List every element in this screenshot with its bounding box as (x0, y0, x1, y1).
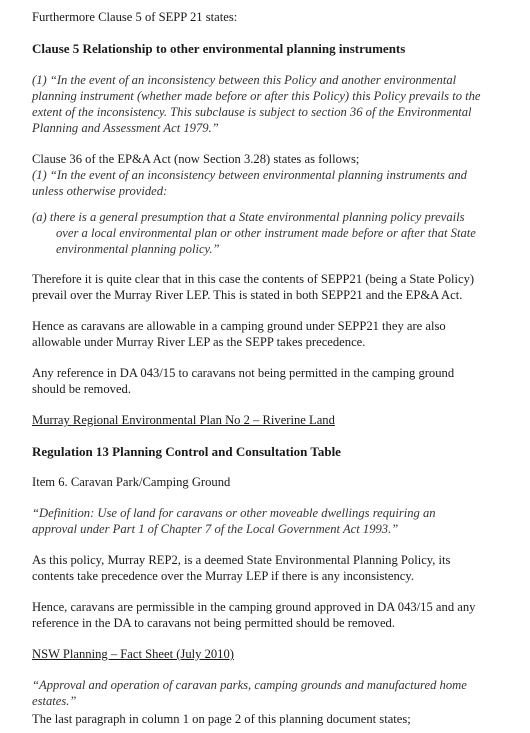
quote-line: planning instrument (whether made before or after this Policy) this Policy prevails to the (32, 89, 481, 103)
text-line: contents take precedence over the Murray LEP if there is any inconsistency. (32, 569, 414, 583)
quote-line: “Approval and operation of caravan parks, camping grounds and manufactured home (32, 678, 467, 692)
quote-line: extent of the inconsistency. This subclause is subject to section 36 of the Environmental (32, 105, 472, 119)
quote-line: (a) there is a general presumption that a State environmental planning policy prevails (32, 210, 465, 224)
quote-line: (1) “In the event of an inconsistency between this Policy and another environmental (32, 73, 457, 87)
item6-text: Item 6. Caravan Park/Camping Ground (32, 475, 231, 489)
text-line: allowable under Murray River LEP as the SEPP takes precedence. (32, 335, 366, 349)
quote-line: over a local environmental plan or other instrument made before or after that State (56, 226, 476, 240)
text-line: reference in the DA to caravans not being permitted should be removed. (32, 616, 395, 630)
text-line: Therefore it is quite clear that in this case the contents of SEPP21 (being a State Policy) (32, 272, 475, 286)
rep2-heading: Murray Regional Environmental Plan No 2 – Riverine Land (32, 413, 335, 427)
quote-line: environmental planning policy.” (56, 242, 220, 256)
last-paragraph: The last paragraph in column 1 on page 2 of this planning document states; (32, 712, 411, 726)
quote-line: approval under Part 1 of Chapter 7 of the Local Government Act 1993.” (32, 522, 399, 536)
quote-line: Planning and Assessment Act 1979.” (32, 121, 219, 135)
text-line: Hence as caravans are allowable in a camping ground under SEPP21 they are also (32, 319, 446, 333)
quote-line: “Definition: Use of land for caravans or other moveable dwellings requiring an (32, 506, 436, 520)
nsw-fact-sheet-heading: NSW Planning – Fact Sheet (July 2010) (32, 647, 234, 661)
text-line: Any reference in DA 043/15 to caravans not being permitted in the camping ground (32, 366, 455, 380)
intro-text: Furthermore Clause 5 of SEPP 21 states: (32, 10, 238, 24)
text-line: should be removed. (32, 382, 131, 396)
clause36-intro: Clause 36 of the EP&A Act (now Section 3.28) states as follows; (32, 152, 360, 166)
text-line: prevail over the Murray River LEP. This is stated in both SEPP21 and the EP&A Act. (32, 288, 463, 302)
text-line: Hence, caravans are permissible in the camping ground approved in DA 043/15 and any (32, 600, 476, 614)
quote-line: unless otherwise provided: (32, 184, 168, 198)
quote-line: estates.” (32, 694, 77, 708)
regulation13-heading: Regulation 13 Planning Control and Consultation Table (32, 444, 341, 459)
clause5-heading: Clause 5 Relationship to other environmental planning instruments (32, 41, 406, 56)
quote-line: (1) “In the event of an inconsistency between environmental planning instruments and (32, 168, 467, 182)
text-line: As this policy, Murray REP2, is a deemed State Environmental Planning Policy, its (32, 553, 451, 567)
